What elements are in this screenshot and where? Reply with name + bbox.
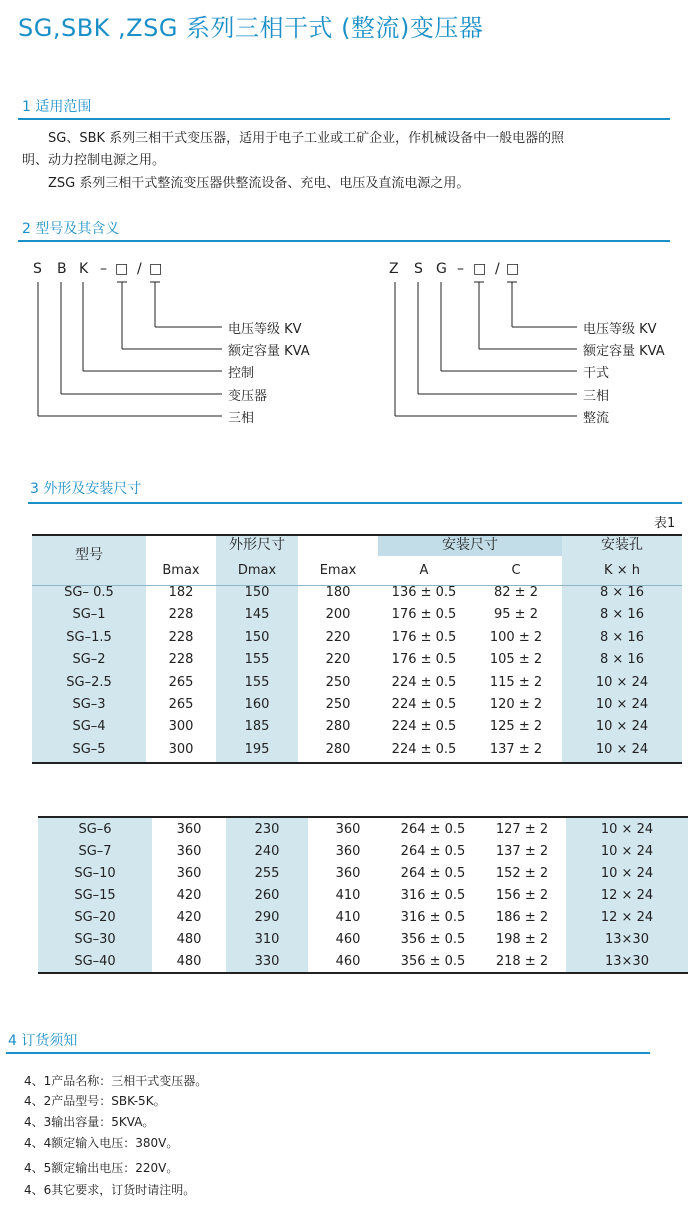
code-left-dash: –: [100, 261, 107, 277]
table-1-row-2-a: 176 ± 0.5: [391, 607, 457, 623]
table-2-row-2-c: 137 ± 2: [495, 844, 549, 859]
table-2-row-6-model: SG–30: [74, 932, 116, 947]
table-2-row-3-model: SG–10: [74, 866, 116, 881]
table-1-row-5-dmax: 155: [244, 674, 270, 690]
table-2-row-7-bmax: 480: [176, 954, 202, 969]
table-1-row-5-bmax: 265: [168, 674, 194, 690]
code-right-dash: –: [457, 261, 464, 277]
table-1-row-8-model: SG–5: [72, 741, 106, 757]
section-3-rule: [28, 502, 682, 504]
table-1-row-6-bmax: 265: [168, 697, 194, 712]
table-2-row-7-model: SG–40: [74, 954, 116, 969]
table-1-row-7-dmax: 185: [244, 719, 270, 735]
table-2-row-5-c: 186 ± 2: [495, 910, 549, 925]
order-item-4: 4、4额定输入电压：380V。: [24, 1136, 179, 1150]
table-1-row-6-hole: 10 × 24: [595, 697, 649, 712]
table-2-row-5-emax: 410: [335, 910, 361, 925]
code-left-meaning-transformer: 变压器: [228, 389, 268, 404]
table-2-row-4-dmax: 260: [254, 888, 280, 903]
code-left-meaning-control: 控制: [228, 366, 255, 381]
section-1-title: 1 适用范围: [22, 99, 92, 115]
code-left-meaning-voltage: 电压等级 KV: [228, 322, 302, 337]
table-1-row-7-emax: 280: [325, 719, 351, 735]
table-2-row-1-hole: 10 × 24: [600, 822, 654, 837]
table-1-row-4-a: 176 ± 0.5: [391, 652, 457, 668]
table-1-header-model: 型号: [75, 547, 103, 563]
table-note: 表1: [654, 516, 676, 531]
table-1-header-dmax: Dmax: [237, 563, 277, 578]
table-2-row-1-bmax: 360: [176, 822, 202, 837]
table-1-row-1-a: 136 ± 0.5: [391, 585, 457, 600]
table-1-row-2-model: SG–1: [72, 607, 106, 623]
code-right-slash: /: [495, 261, 500, 277]
table-2-row-5-hole: 12 × 24: [600, 910, 654, 925]
table-2-row-4-hole: 12 × 24: [600, 888, 654, 903]
table-2-row-3-c: 152 ± 2: [495, 866, 549, 881]
table-2-row-6-emax: 460: [335, 932, 361, 947]
table-1-row-6-a: 224 ± 0.5: [391, 697, 457, 712]
table-1-header-bmax: Bmax: [162, 563, 200, 578]
table-1-header-outline: 外形尺寸: [229, 537, 285, 553]
table-2-row-6-hole: 13×30: [605, 932, 649, 947]
code-left-meaning-capacity: 额定容量 KVA: [228, 344, 310, 359]
table-1-row-2-c: 95 ± 2: [494, 607, 538, 623]
table-1-row-6-model: SG–3: [72, 697, 106, 712]
table-1-row-4-hole: 8 × 16: [600, 652, 644, 668]
code-left-slash: /: [137, 261, 142, 277]
section-2-title: 2 型号及其含义: [22, 221, 120, 237]
table-1-header-hole: 安装孔: [601, 537, 643, 553]
order-item-3: 4、3输出容量：5KVA。: [24, 1115, 155, 1129]
table-2-row-3-dmax: 255: [254, 866, 280, 881]
table-1-row-5-hole: 10 × 24: [595, 674, 649, 690]
code-right-box-1: □: [473, 261, 487, 277]
table-1-row-7-hole: 10 × 24: [595, 719, 649, 735]
table-1-header-install: 安装尺寸: [442, 537, 498, 553]
table-1-row-8-a: 224 ± 0.5: [391, 741, 457, 757]
table-2-row-2-model: SG–7: [78, 844, 112, 859]
table-1-row-3-c: 100 ± 2: [489, 629, 543, 645]
table-2-row-1-c: 127 ± 2: [495, 822, 549, 837]
table-1-row-1-emax: 180: [325, 585, 351, 600]
code-left-letter-b: B: [57, 261, 67, 277]
table-1-row-3-model: SG–1.5: [66, 629, 112, 645]
table-2-row-1-dmax: 230: [254, 822, 280, 837]
table-2-row-6-bmax: 480: [176, 932, 202, 947]
table-1-header-c: C: [511, 563, 521, 578]
code-right-meaning-rectifier: 整流: [583, 411, 610, 426]
s1-paragraph-2: 明、动力控制电源之用。: [22, 153, 166, 168]
code-right-meaning-dry: 干式: [583, 366, 610, 381]
table-1-row-4-model: SG–2: [72, 652, 106, 668]
table-1-row-3-emax: 220: [325, 629, 351, 645]
table-1-row-2-hole: 8 × 16: [600, 607, 644, 623]
table-1-row-2-dmax: 145: [244, 607, 270, 623]
table-1-header-gap-2: [298, 536, 378, 556]
table-1-row-6-c: 120 ± 2: [489, 697, 543, 712]
table-2-row-4-bmax: 420: [176, 888, 202, 903]
table-1-row-8-emax: 280: [325, 741, 351, 757]
code-left-letter-s: S: [33, 261, 42, 277]
table-2-row-6-a: 356 ± 0.5: [400, 932, 466, 947]
table-1-row-4-c: 105 ± 2: [489, 652, 543, 668]
code-right-meaning-threephase: 三相: [583, 389, 610, 404]
table-2-row-5-dmax: 290: [254, 910, 280, 925]
code-right-meaning-voltage: 电压等级 KV: [583, 322, 657, 337]
table-2-row-7-c: 218 ± 2: [495, 954, 549, 969]
table-1-row-1-bmax: 182: [168, 585, 194, 600]
table-1-row-5-model: SG–2.5: [66, 674, 112, 690]
table-1-row-5-a: 224 ± 0.5: [391, 674, 457, 690]
table-2-row-7-hole: 13×30: [605, 954, 649, 969]
table-1-row-8-hole: 10 × 24: [595, 741, 649, 757]
table-2-row-1-model: SG–6: [78, 822, 112, 837]
table-2-row-3-emax: 360: [335, 866, 361, 881]
table-1-header-emax: Emax: [319, 563, 357, 578]
table-1-header-a: A: [419, 563, 429, 578]
table-2-row-2-a: 264 ± 0.5: [400, 844, 466, 859]
table-2-row-7-dmax: 330: [254, 954, 280, 969]
section-4-rule: [6, 1052, 650, 1054]
table-1-row-6-emax: 250: [325, 697, 351, 712]
table-1-row-1-dmax: 150: [244, 585, 270, 600]
table-1-row-7-model: SG–4: [72, 719, 106, 735]
code-left-meaning-threephase: 三相: [228, 411, 255, 426]
page-title: SG,SBK ,ZSG 系列三相干式 (整流)变压器: [18, 14, 484, 42]
table-1-row-4-emax: 220: [325, 652, 351, 668]
table-1-row-1-hole: 8 × 16: [600, 585, 644, 600]
s1-paragraph-1: SG、SBK 系列三相干式变压器，适用于电子工业或工矿企业，作机械设备中一般电器的照: [48, 131, 565, 146]
table-1-row-7-c: 125 ± 2: [489, 719, 543, 735]
code-left-box-2: □: [149, 261, 163, 277]
code-right-letter-s: S: [414, 261, 423, 277]
order-item-2: 4、2产品型号：SBK-5K。: [24, 1094, 166, 1108]
table-1-header-kxh: K × h: [604, 563, 640, 578]
table-2-row-7-a: 356 ± 0.5: [400, 954, 466, 969]
table-2-row-4-c: 156 ± 2: [495, 888, 549, 903]
table-2-row-1-a: 264 ± 0.5: [400, 822, 466, 837]
table-2-row-5-bmax: 420: [176, 910, 202, 925]
table-2-row-2-hole: 10 × 24: [600, 844, 654, 859]
table-1-row-1-c: 82 ± 2: [494, 585, 538, 600]
table-2-row-6-dmax: 310: [254, 932, 280, 947]
code-right-box-2: □: [506, 261, 520, 277]
table-1-row-2-bmax: 228: [168, 607, 194, 623]
order-item-5: 4、5额定输出电压：220V。: [24, 1161, 179, 1175]
table-1-row-5-emax: 250: [325, 674, 351, 690]
table-1-row-2-emax: 200: [325, 607, 351, 623]
table-1: [32, 534, 682, 766]
code-right-meaning-capacity: 额定容量 KVA: [583, 344, 665, 359]
table-2-row-3-bmax: 360: [176, 866, 202, 881]
table-1-row-8-dmax: 195: [244, 741, 270, 757]
table-1-row-3-a: 176 ± 0.5: [391, 629, 457, 645]
order-item-6: 4、6其它要求，订货时请注明。: [24, 1183, 196, 1197]
table-1-row-4-bmax: 228: [168, 652, 194, 668]
table-1-row-6-dmax: 160: [244, 697, 270, 712]
table-2-row-5-a: 316 ± 0.5: [400, 910, 466, 925]
table-1-row-3-hole: 8 × 16: [600, 629, 644, 645]
table-1-row-8-bmax: 300: [168, 741, 194, 757]
table-2-row-4-a: 316 ± 0.5: [400, 888, 466, 903]
code-left-letter-k: K: [79, 261, 89, 277]
table-1-row-7-a: 224 ± 0.5: [391, 719, 457, 735]
code-right-letter-g: G: [436, 261, 447, 277]
table-1-bottom-rule: [32, 762, 682, 764]
table-2-row-7-emax: 460: [335, 954, 361, 969]
table-2: [38, 816, 688, 976]
table-1-row-1-model: SG– 0.5: [64, 585, 114, 600]
table-2-row-4-emax: 410: [335, 888, 361, 903]
section-3-title: 3 外形及安装尺寸: [30, 481, 142, 497]
table-2-row-3-a: 264 ± 0.5: [400, 866, 466, 881]
s1-paragraph-3: ZSG 系列三相干式整流变压器供整流设备、充电、电压及直流电源之用。: [48, 176, 470, 191]
table-2-row-3-hole: 10 × 24: [600, 866, 654, 881]
table-1-row-4-dmax: 155: [244, 652, 270, 668]
table-2-row-5-model: SG–20: [74, 910, 116, 925]
section-4-title: 4 订货须知: [8, 1033, 78, 1049]
code-left-box-1: □: [115, 261, 129, 277]
table-2-row-2-dmax: 240: [254, 844, 280, 859]
table-1-row-3-bmax: 228: [168, 629, 194, 645]
table-1-header-gap-1: [146, 536, 216, 556]
table-1-row-7-bmax: 300: [168, 719, 194, 735]
table-2-row-1-emax: 360: [335, 822, 361, 837]
table-2-row-4-model: SG–15: [74, 888, 116, 903]
table-2-row-2-bmax: 360: [176, 844, 202, 859]
table-1-row-8-c: 137 ± 2: [489, 741, 543, 757]
table-1-row-3-dmax: 150: [244, 629, 270, 645]
table-2-row-2-emax: 360: [335, 844, 361, 859]
table-2-row-6-c: 198 ± 2: [495, 932, 549, 947]
order-item-1: 4、1产品名称：三相干式变压器。: [24, 1074, 208, 1088]
code-right-letter-z: Z: [389, 261, 399, 277]
table-1-row-5-c: 115 ± 2: [489, 674, 543, 690]
